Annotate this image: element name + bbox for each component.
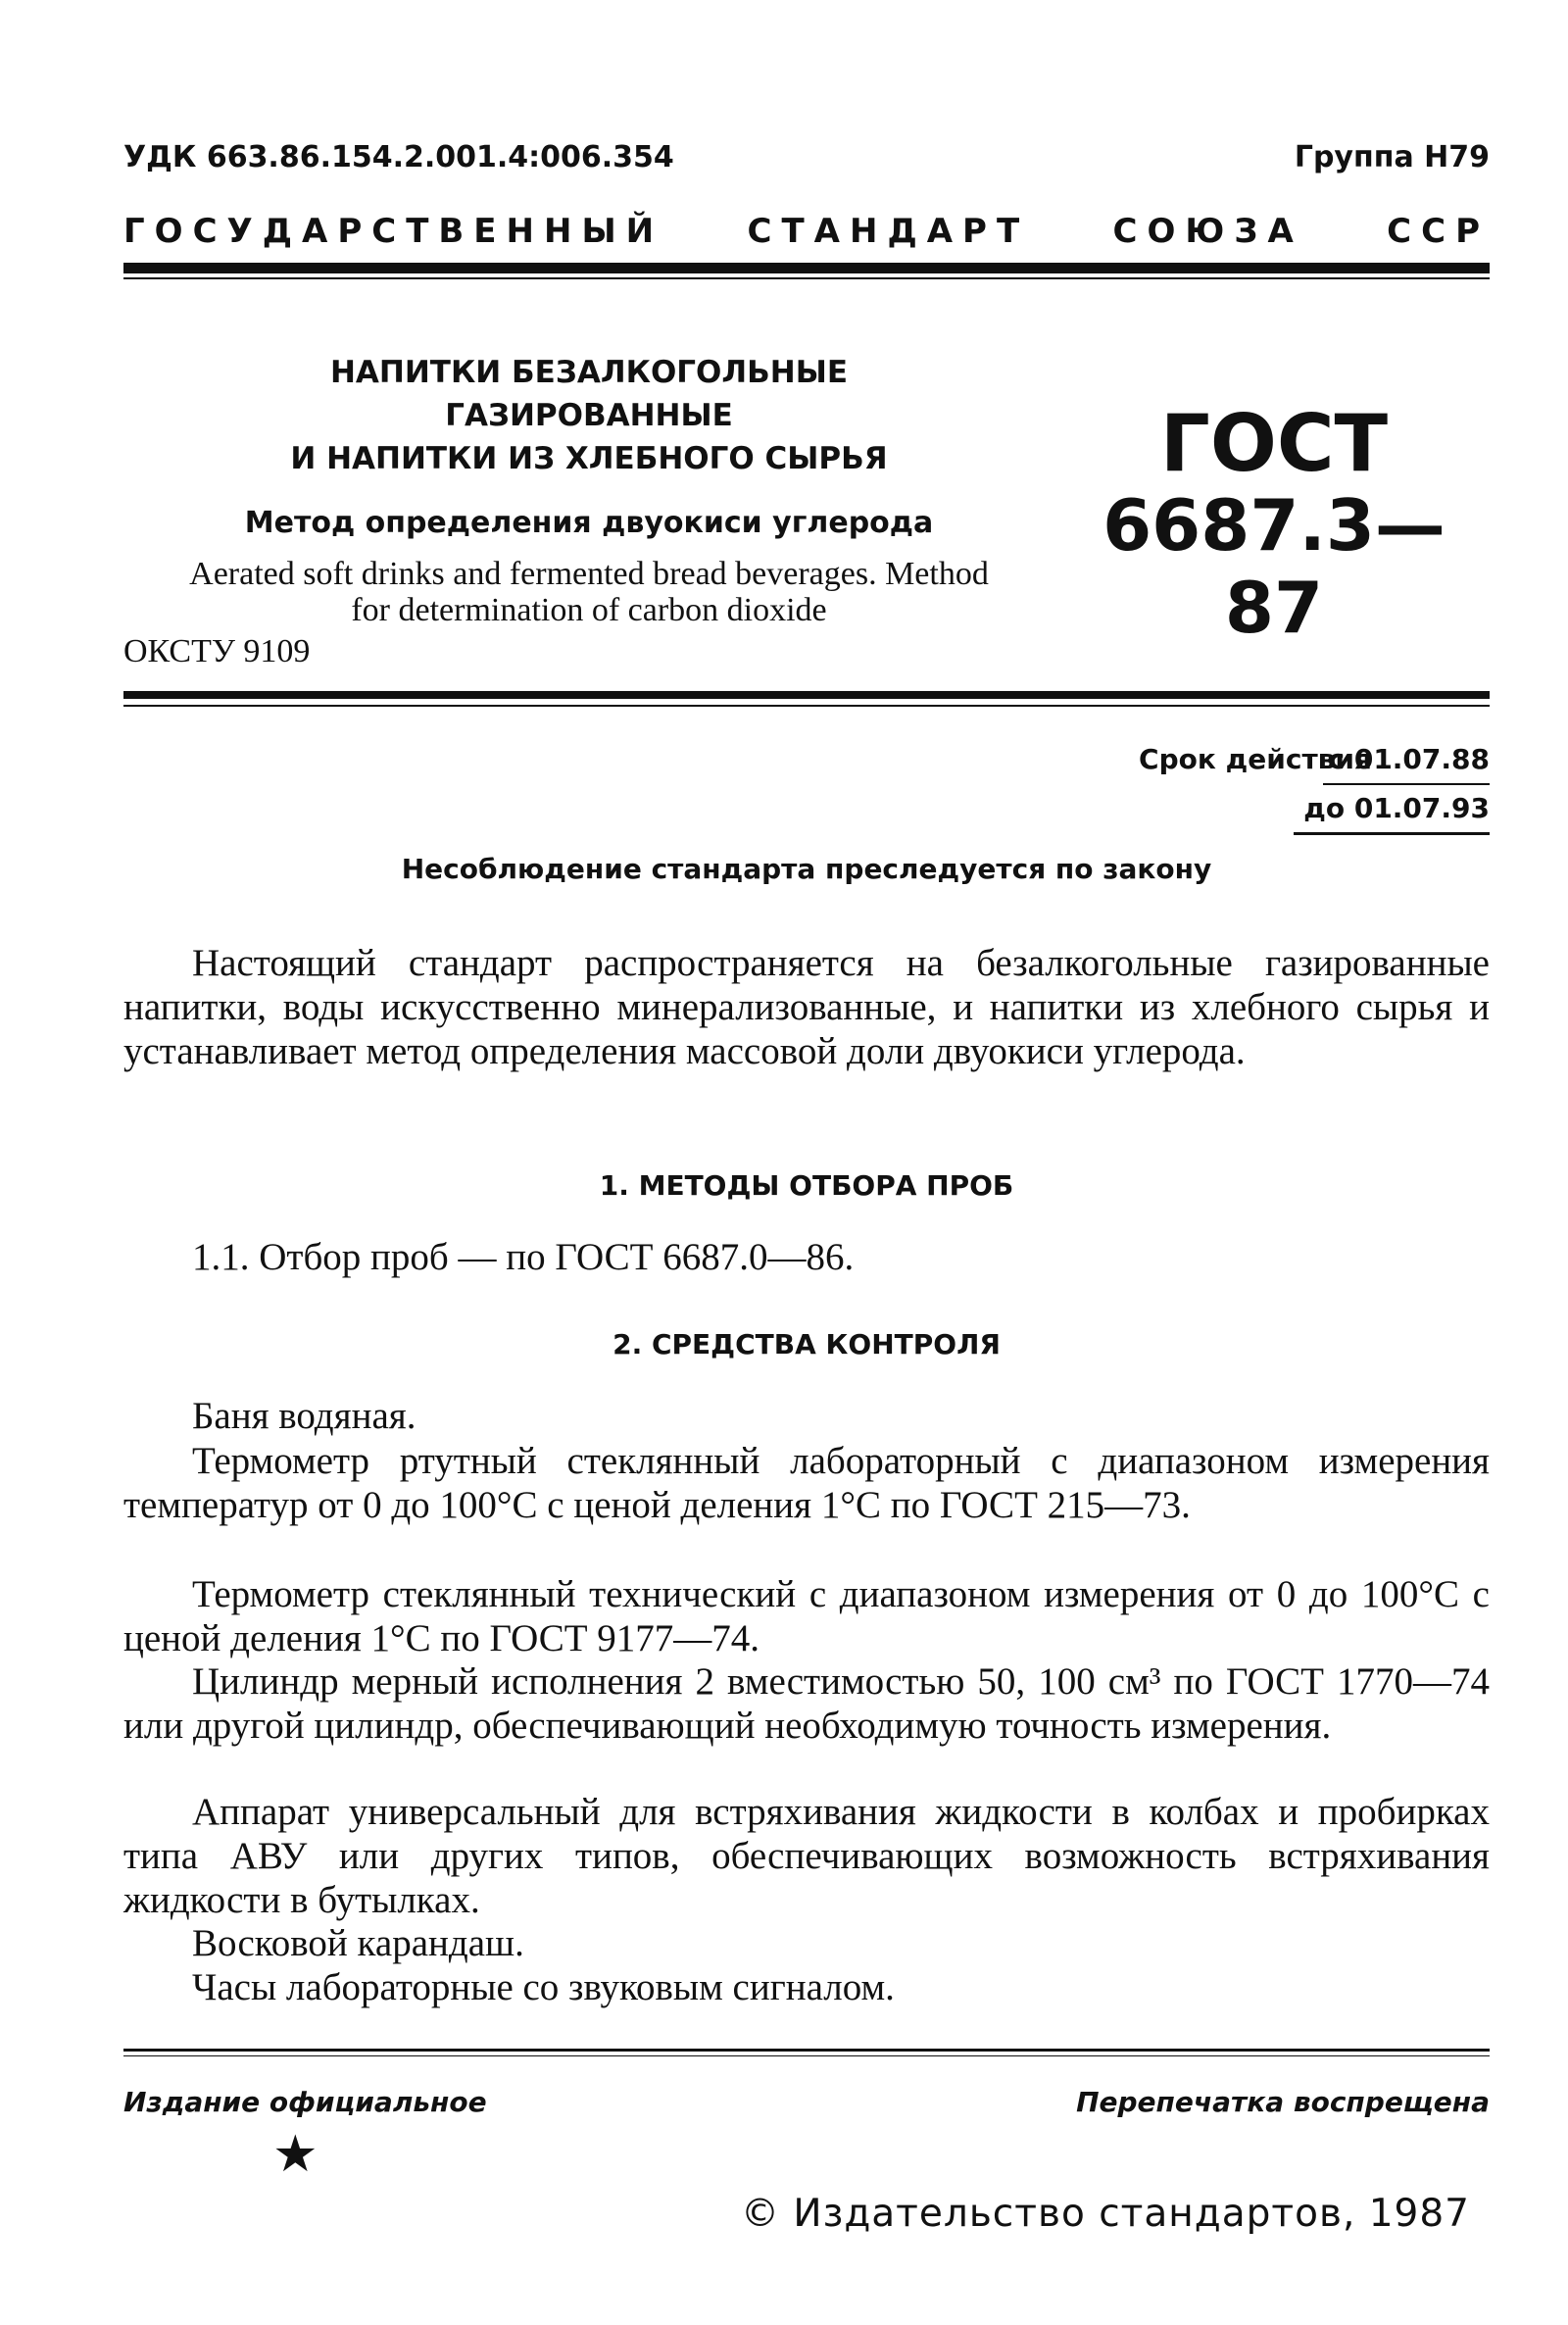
method-subtitle: Метод определения двуокиси углерода — [244, 506, 934, 540]
state-title-word: ГОСУДАРСТВЕННЫЙ — [123, 212, 664, 251]
section-2-heading: 2. СРЕДСТВА КОНТРОЛЯ — [612, 1328, 1001, 1360]
equipment-item: Аппарат универсальный для встряхивания жидкости в колбах и пробирках типа АВУ или других типов, обеспечивающих возможность встряхивания жидкости в бутылках. — [123, 1791, 1490, 1921]
header-rule-thick — [123, 263, 1490, 273]
intro-paragraph: Настоящий стандарт распространяется на безалкогольные газированные напитки, воды искусственно минерализованные, и напитки из хлебного сырья и устанавливает метод определения массовой доли двуокиси углерода. — [123, 942, 1490, 1072]
gost-label: ГОСТ — [1159, 398, 1389, 489]
gost-number: 6687.3—87 — [1102, 484, 1446, 649]
udk-code: УДК 663.86.154.2.001.4:006.354 — [123, 140, 674, 174]
footer-rule-thin — [123, 2055, 1490, 2056]
title-line-1: НАПИТКИ БЕЗАЛКОГОЛЬНЫЕ ГАЗИРОВАННЫЕ — [329, 355, 849, 433]
publisher-line — [741, 2192, 1470, 2236]
equipment-item: Цилиндр мерный исполнения 2 вместимостью 50, 100 см³ по ГОСТ 1770—74 или другой цилиндр, обеспечивающий необходимую точность измерения. — [123, 1660, 1490, 1747]
validity-to-underline — [1294, 832, 1490, 835]
equipment-item: Часы лабораторные со звуковым сигналом. — [192, 1966, 895, 2008]
validity-from-underline — [1323, 783, 1490, 785]
english-title: Aerated soft drinks and fermented bread beverages. Method for determination of carbon dioxide — [189, 556, 989, 628]
title-line-2: И НАПИТКИ ИЗ ХЛЕБНОГО СЫРЬЯ — [290, 441, 888, 476]
validity-from: с 01.07.88 — [1328, 743, 1490, 775]
validity-to: до 01.07.93 — [1303, 792, 1490, 824]
copyright-icon: © — [741, 2192, 780, 2236]
title-block — [182, 351, 996, 628]
official-edition: Издание официальное — [123, 2086, 487, 2118]
state-title-word: СТАНДАРТ — [747, 212, 1030, 251]
state-title-word: СОЮЗА — [1112, 212, 1303, 251]
title-rule-thick — [123, 691, 1490, 699]
reprint-prohibited: Перепечатка воспрещена — [1076, 2086, 1490, 2118]
law-notice: Несоблюдение стандарта преследуется по закону — [401, 853, 1212, 885]
equipment-item: Баня водяная. — [192, 1395, 416, 1437]
equipment-item: Восковой карандаш. — [192, 1922, 524, 1964]
header-rule-thin — [123, 277, 1490, 279]
equipment-item: Термометр стеклянный технический с диапазоном измерения от 0 до 100°С с ценой деления 1°С по ГОСТ 9177—74. — [123, 1573, 1490, 1659]
equipment-item: Термометр ртутный стеклянный лабораторный с диапазоном измерения температур от 0 до 100°С с ценой деления 1°С по ГОСТ 215—73. — [123, 1440, 1490, 1526]
title-rule-thin — [123, 705, 1490, 707]
section-1-heading: 1. МЕТОДЫ ОТБОРА ПРОБ — [599, 1169, 1014, 1202]
okstu-code: ОКСТУ 9109 — [123, 633, 311, 669]
star-icon: ★ — [272, 2125, 318, 2184]
validity-label: Срок действия — [1139, 743, 1372, 775]
section-1-text: 1.1. Отбор проб — по ГОСТ 6687.0—86. — [192, 1236, 855, 1278]
footer-rule-thick — [123, 2049, 1490, 2052]
publisher-name: Издательство стандартов, 1987 — [793, 2192, 1470, 2236]
group-code: Группа Н79 — [1294, 140, 1490, 174]
state-title-word: ССР — [1387, 212, 1490, 251]
state-standard-title — [123, 212, 1490, 251]
